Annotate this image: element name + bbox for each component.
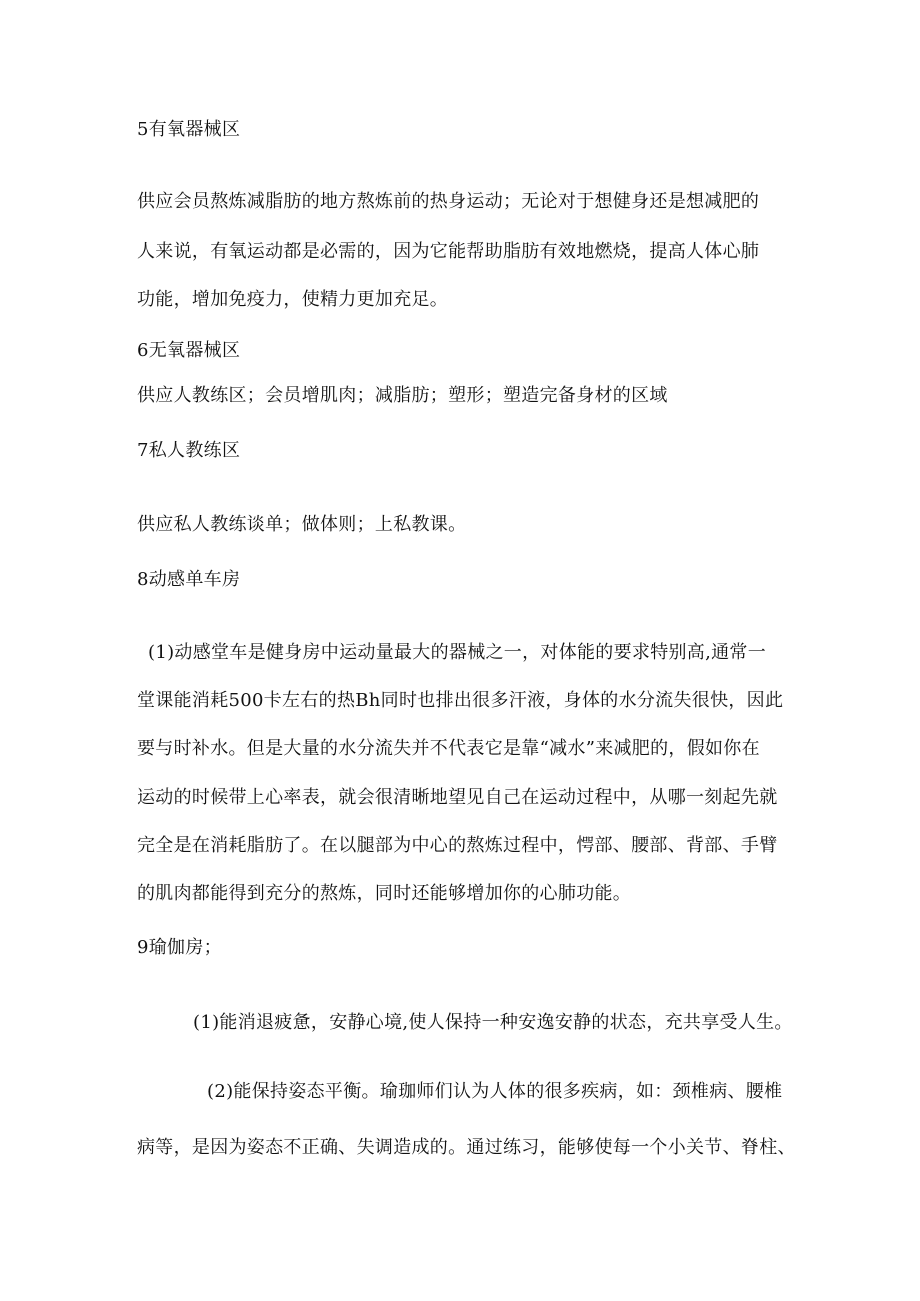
paragraph-line: 运动的时候带上心率表，就会很清晰地望见自己在运动过程中，从哪一刻起先就 [137, 787, 778, 808]
paragraph-line: 人来说，有氧运动都是必需的，因为它能帮助脂肪有效地燃烧，提高人体心肺 [137, 241, 760, 262]
section-heading-aerobic-zone: 5有氧器械区 [137, 119, 241, 140]
paragraph-line: 供应私人教练谈单；做体则；上私教课。 [137, 514, 467, 535]
section-heading-anaerobic-zone: 6无氧器械区 [137, 340, 241, 361]
section-heading-personal-trainer-zone: 7私人教练区 [137, 440, 241, 461]
paragraph-line: 病等，是因为姿态不正确、失调造成的。通过练习，能够使每一个小关节、脊柱、 [137, 1137, 796, 1158]
paragraph-line: 功能，增加免疫力，使精力更加充足。 [137, 289, 449, 310]
paragraph-line: 堂课能消耗500卡左右的热Bh同时也排出很多汗液，身体的水分流失很快，因此 [137, 690, 784, 711]
paragraph-line: 要与时补水。但是大量的水分流失并不代表它是靠“减水”来减肥的，假如你在 [137, 738, 760, 759]
paragraph-line: (2)能保持姿态平衡。瑜珈师们认为人体的很多疾病，如：颈椎病、腰椎 [207, 1081, 783, 1102]
section-heading-spinning-room: 8动感单车房 [137, 569, 241, 590]
paragraph-line: (1)动感堂车是健身房中运动量最大的器械之一，对体能的要求特别高,通常一 [148, 642, 767, 663]
section-heading-yoga-room: 9瑜伽房； [137, 937, 222, 958]
paragraph-line: 完全是在消耗脂肪了。在以腿部为中心的熬炼过程中，愕部、腰部、背部、手臂 [137, 835, 778, 856]
paragraph-line: 供应人教练区；会员增肌肉；减脂肪；塑形；塑造完备身材的区域 [137, 385, 668, 406]
paragraph-line: (1)能消退疲惫，安静心境,使人保持一种安逸安静的状态，充共享受人生。 [193, 1012, 793, 1033]
paragraph-line: 的肌肉都能得到充分的熬炼，同时还能够增加你的心肺功能。 [137, 883, 632, 904]
paragraph-line: 供应会员熬炼减脂肪的地方熬炼前的热身运动；无论对于想健身还是想减肥的 [137, 191, 760, 212]
